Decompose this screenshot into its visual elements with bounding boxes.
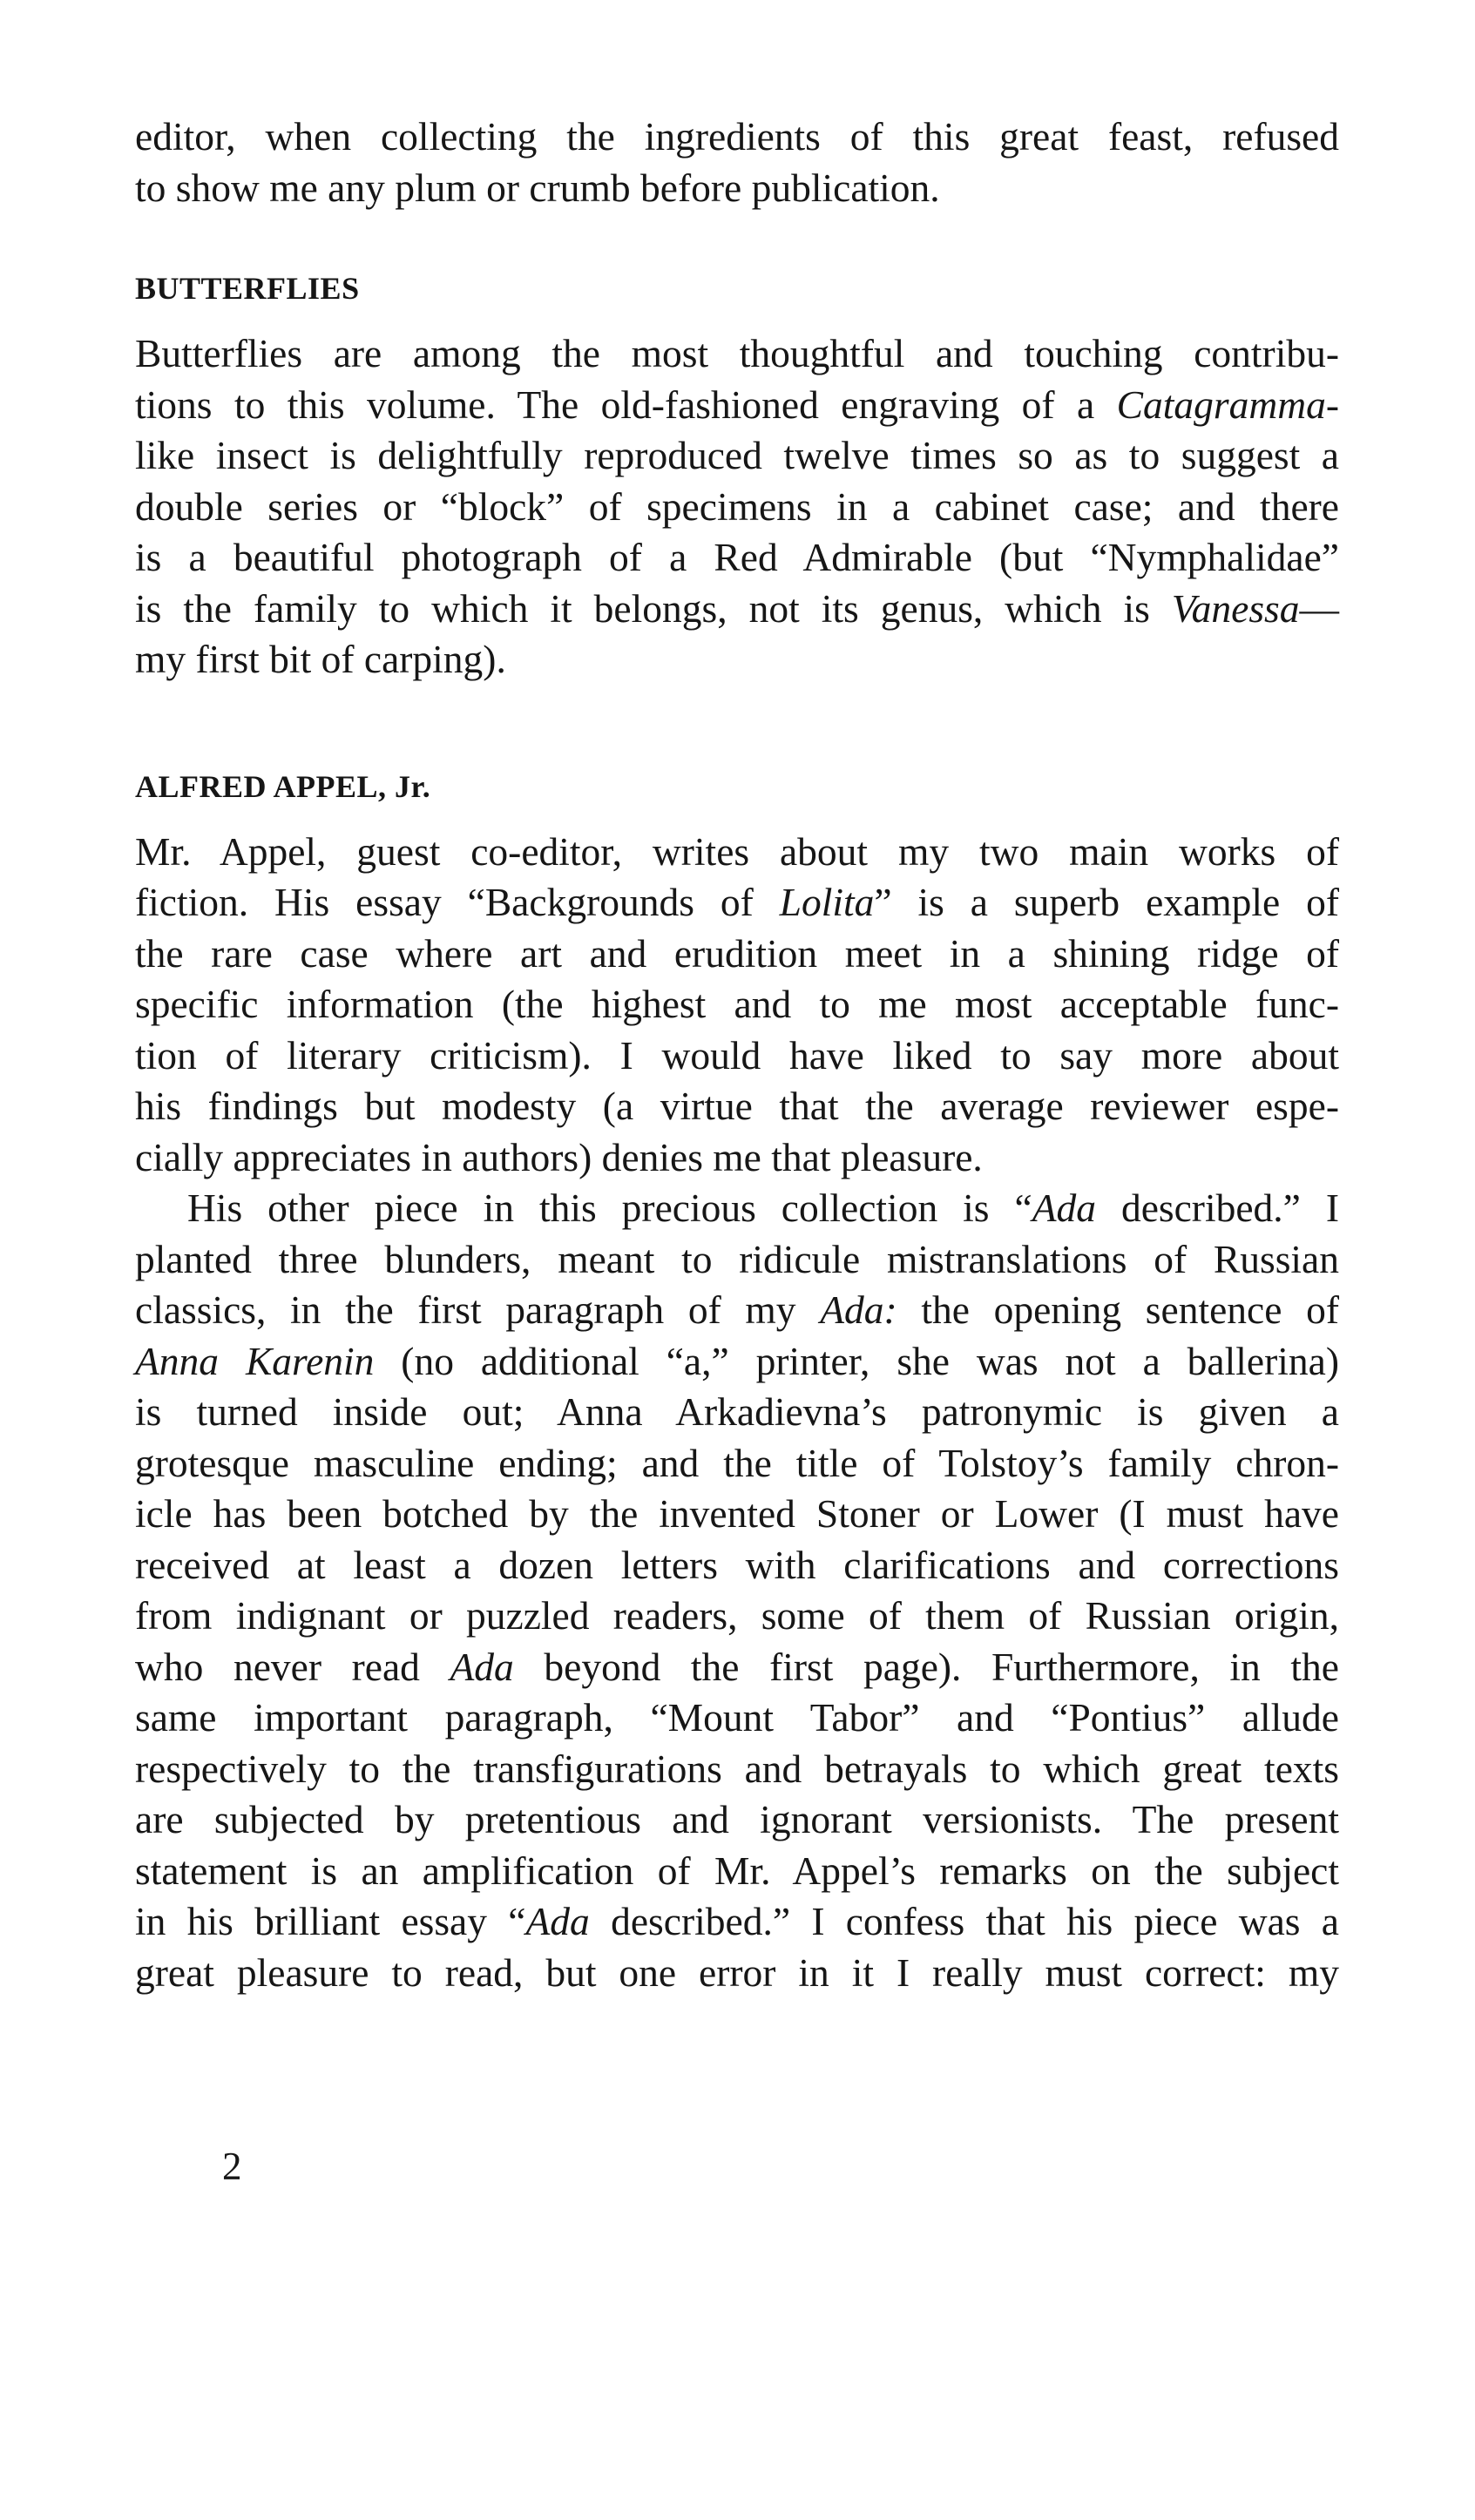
text-line: [135, 1642, 1339, 1693]
text-line: [135, 1336, 1339, 1388]
appel-paragraph-1: [135, 827, 1339, 1184]
text-line: the rare case where art and erudition meet in a shining ridge of: [135, 930, 1339, 976]
italic-term: Vanessa: [1171, 585, 1300, 631]
italic-title: Ada:: [820, 1287, 897, 1332]
text-line: from indignant or puzzled readers, some of them of Russian origin,: [135, 1593, 1339, 1638]
text-run: described.” I confess that his piece was a: [589, 1899, 1339, 1943]
text-line: great pleasure to read, but one error in it I really must correct: my: [135, 1949, 1339, 1995]
text-run: the opening sentence of: [897, 1287, 1340, 1332]
text-line: is a beautiful photograph of a Red Admirable (but “Nymphalidae”: [135, 535, 1339, 579]
text-line: statement is an amplification of Mr. Appel’s remarks on the subject: [135, 1848, 1339, 1893]
italic-title: Lolita: [779, 880, 875, 924]
text-line: [135, 1285, 1339, 1336]
italic-title: Anna Karenin: [135, 1338, 375, 1383]
text-line: my first bit of carping).: [135, 637, 506, 681]
text-run: His other piece in this precious collection is “: [187, 1186, 1032, 1230]
text-run: ” is a superb example of: [874, 880, 1339, 924]
text-line: is turned inside out; Anna Arkadievna’s patronymic is given a: [135, 1389, 1339, 1434]
intro-paragraph: [135, 111, 1339, 213]
text-line: [135, 584, 1339, 635]
italic-title: Ada: [525, 1899, 590, 1943]
text-line: his findings but modesty (a virtue that the average reviewer espe-: [135, 1084, 1339, 1128]
text-line: are subjected by pretentious and ignorant versionists. The present: [135, 1797, 1339, 1841]
text-line: icle has been botched by the invented Stoner or Lower (I must have: [135, 1491, 1339, 1536]
text-run: who never read: [135, 1644, 450, 1689]
section-heading-butterflies: BUTTERFLIES: [135, 271, 360, 306]
text-run: beyond the first page). Furthermore, in the: [513, 1644, 1339, 1689]
text-line: to show me any plum or crumb before publication.: [135, 165, 940, 210]
text-line: same important paragraph, “Mount Tabor” and “Pontius” allude: [135, 1695, 1339, 1740]
text-run: fiction. His essay “Backgrounds of: [135, 880, 780, 924]
section-heading-appel: ALFRED APPEL, Jr.: [135, 768, 431, 804]
butterflies-paragraph: [135, 328, 1339, 686]
text-line: planted three blunders, meant to ridicule mistranslations of Russian: [135, 1236, 1339, 1281]
text-run: tions to this volume. The old-fashioned engraving of a: [135, 382, 1117, 427]
text-line: cially appreciates in authors) denies me that pleasure.: [135, 1134, 983, 1179]
text-line: [135, 877, 1339, 929]
text-line: specific information (the highest and to me most acceptable func-: [135, 982, 1339, 1026]
text-line: editor, when collecting the ingredients of this great feast, refused: [135, 114, 1339, 159]
text-run: in his brilliant essay “: [135, 1899, 526, 1943]
text-run: described.” I: [1095, 1186, 1339, 1230]
text-run: classics, in the first paragraph of my: [135, 1287, 821, 1332]
text-line: Butterflies are among the most thoughtful and touching contribu-: [135, 331, 1339, 375]
text-line: Mr. Appel, guest co-editor, writes about my two main works of: [135, 828, 1339, 874]
italic-title: Ada: [1032, 1186, 1096, 1230]
text-line: respectively to the transfigurations and betrayals to which great texts: [135, 1746, 1339, 1791]
book-page: [135, 111, 1339, 1998]
text-run: is the family to which it belongs, not its genus, which is: [135, 585, 1172, 631]
text-line: grotesque masculine ending; and the title of Tolstoy’s family chron-: [135, 1440, 1339, 1485]
text-run: —: [1299, 585, 1339, 631]
italic-title: Ada: [450, 1644, 514, 1689]
text-line: like insect is delightfully reproduced twelve times so as to suggest a: [135, 433, 1339, 477]
text-line: tion of literary criticism). I would have liked to say more about: [135, 1032, 1339, 1078]
text-line: [135, 380, 1339, 431]
text-line: [135, 1896, 1339, 1948]
text-line: [135, 1183, 1339, 1234]
text-line: double series or “block” of specimens in a cabinet case; and there: [135, 483, 1339, 529]
appel-paragraph-2: [135, 1183, 1339, 1998]
italic-term: Catagramma-: [1116, 382, 1339, 427]
page-number: 2: [222, 2145, 242, 2188]
text-line: received at least a dozen letters with clarifications and corrections: [135, 1542, 1339, 1587]
text-run: (no additional “a,” printer, she was not a ballerina): [374, 1338, 1339, 1383]
